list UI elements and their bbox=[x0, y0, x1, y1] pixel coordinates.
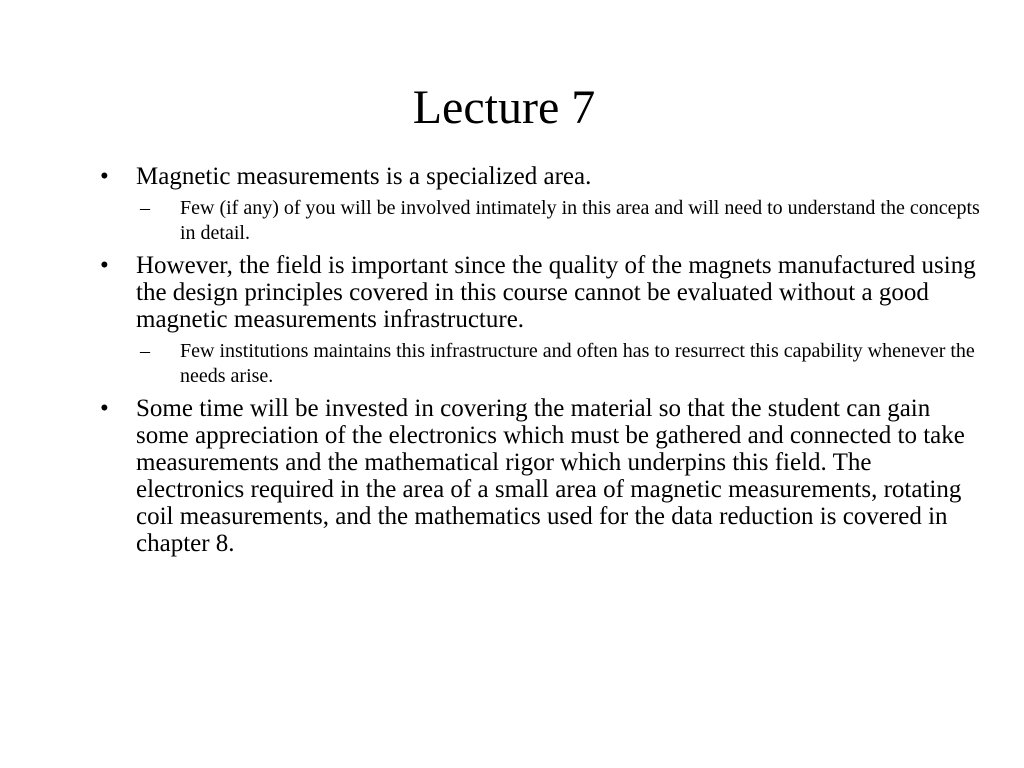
bullet-marker: • bbox=[100, 252, 109, 279]
bullet-text: Magnetic measurements is a specialized area. bbox=[136, 163, 592, 190]
bullet-list bbox=[100, 163, 980, 563]
sub-bullet-marker: – bbox=[140, 340, 150, 362]
sub-bullet-text: Few institutions maintains this infrastructure and often has to resurrect this capability whenever the needs arise. bbox=[180, 340, 975, 387]
sub-bullet-marker: – bbox=[140, 197, 150, 219]
sub-bullet-item bbox=[136, 196, 980, 246]
bullet-text: Some time will be invested in covering the material so that the student can gain some appreciation of the electronics which must be gathered and connected to take measurements and the mathematical rigor which underpins this field. The electronics required in the area of a small area of magnetic measurements, rotating coil measurements, and the mathematics used for the data reduction is covered in chapter 8. bbox=[136, 395, 965, 557]
bullet-item bbox=[100, 395, 980, 557]
bullet-item bbox=[100, 252, 980, 389]
sub-bullet-list bbox=[136, 339, 980, 389]
bullet-marker: • bbox=[100, 395, 109, 422]
sub-bullet-item bbox=[136, 339, 980, 389]
bullet-marker: • bbox=[100, 163, 109, 190]
slide-title: Lecture 7 bbox=[412, 81, 596, 134]
bullet-text: However, the field is important since the quality of the magnets manufactured using the design principles covered in this course cannot be evaluated without a good magnetic measurements infrastructure. bbox=[136, 252, 976, 333]
bullet-item bbox=[100, 163, 980, 246]
sub-bullet-list bbox=[136, 196, 980, 246]
sub-bullet-text: Few (if any) of you will be involved intimately in this area and will need to understand the concepts in detail. bbox=[180, 197, 980, 244]
